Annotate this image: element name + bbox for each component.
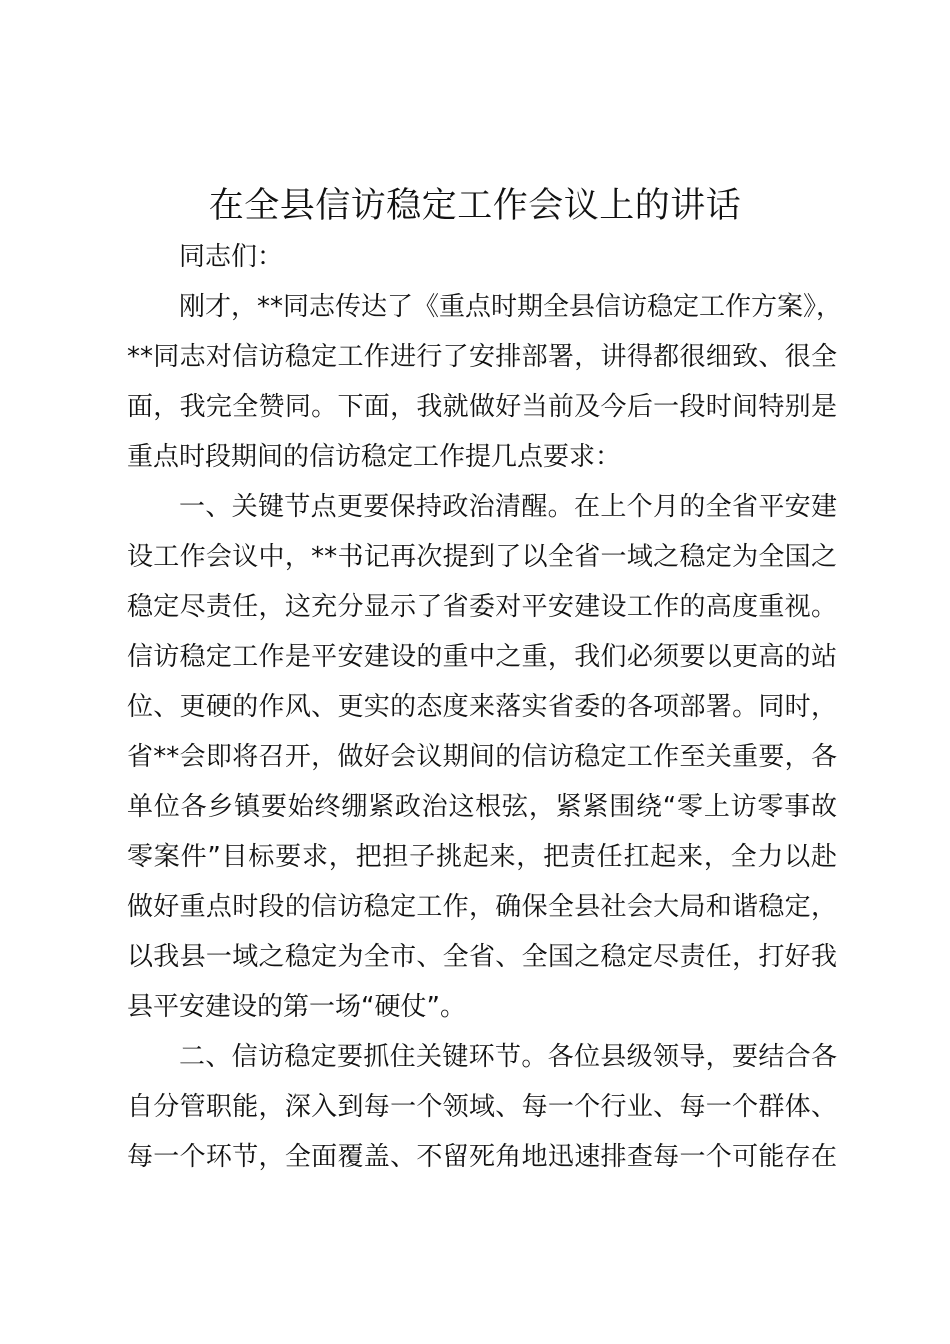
- paragraph-line: 设工作会议中，**书记再次提到了以全省一域之稳定为全国之: [127, 542, 837, 572]
- paragraph-line: 重点时段期间的信访稳定工作提几点要求：: [127, 442, 622, 472]
- paragraph-line: 做好重点时段的信访稳定工作，确保全县社会大局和谐稳定，: [127, 892, 837, 922]
- paragraph-line: 位、更硬的作风、更实的态度来落实省委的各项部署。同时，: [127, 692, 837, 722]
- paragraph-line: 稳定尽责任，这充分显示了省委对平安建设工作的高度重视。: [127, 592, 837, 622]
- paragraph-line: 零案件”目标要求，把担子挑起来，把责任扛起来，全力以赴: [127, 842, 837, 872]
- paragraph-line: **同志对信访稳定工作进行了安排部署，讲得都很细致、很全: [127, 342, 837, 372]
- speech-body: [127, 232, 843, 1182]
- section-heading-line: 一、关键节点更要保持政治清醒。在上个月的全省平安建: [179, 492, 837, 522]
- paragraph-line: 面，我完全赞同。下面，我就做好当前及今后一段时间特别是: [127, 392, 837, 422]
- paragraph-line: 刚才，**同志传达了《重点时期全县信访稳定工作方案》，: [179, 292, 843, 322]
- paragraph-line: 每一个环节，全面覆盖、不留死角地迅速排查每一个可能存在: [127, 1142, 837, 1172]
- salutation-line: 同志们：: [179, 242, 284, 272]
- document-title: 在全县信访稳定工作会议上的讲话: [208, 186, 742, 226]
- paragraph-line: 信访稳定工作是平安建设的重中之重，我们必须要以更高的站: [127, 642, 837, 672]
- paragraph-line: 自分管职能，深入到每一个领域、每一个行业、每一个群体、: [127, 1092, 837, 1122]
- section-heading-line: 二、信访稳定要抓住关键环节。各位县级领导，要结合各: [179, 1042, 837, 1072]
- paragraph-line: 以我县一域之稳定为全市、全省、全国之稳定尽责任，打好我: [127, 942, 837, 972]
- paragraph-line: 单位各乡镇要始终绷紧政治这根弦，紧紧围绕“零上访零事故: [127, 792, 837, 822]
- paragraph-line: 省**会即将召开，做好会议期间的信访稳定工作至关重要，各: [127, 742, 837, 772]
- paragraph-line: 县平安建设的第一场“硬仗”。: [127, 992, 466, 1022]
